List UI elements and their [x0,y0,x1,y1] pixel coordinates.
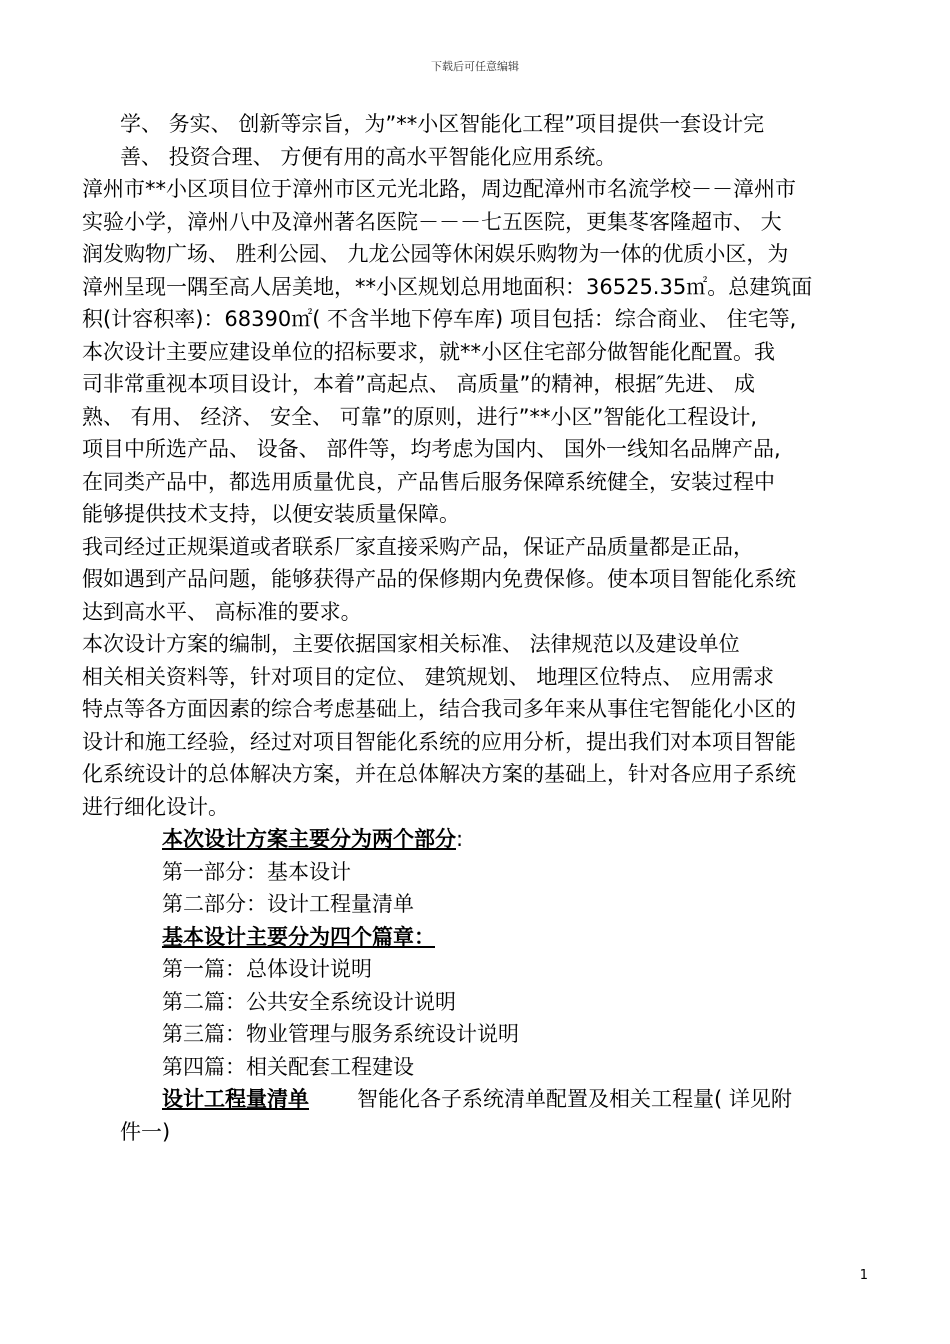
outline-item: 第四篇：相关配套工程建设 [162,1054,414,1079]
text-line: 润发购物广场、 胜利公园、 九龙公园等休闲娱乐购物为一体的优质小区，为 [82,242,789,266]
text-line: 项目中所选产品、 设备、 部件等，均考虑为国内、 国外一线知名品牌产品, [82,437,781,461]
outline-item: 件一) [120,1119,171,1144]
outline-heading-parts [82,823,872,856]
text-line: 本次设计方案的编制，主要依据国家相关标准、 法律规范以及建设单位 [82,632,740,656]
text-line: 漳州呈现一隅至高人居美地，**小区规划总用地面积：36525.35㎡。总建筑面 [82,274,813,299]
page-header: 下载后可任意编辑 [431,60,519,73]
text-line: 漳州市**小区项目位于漳州市区元光北路，周边配漳州市名流学校－－漳州市 [82,177,796,201]
heading-list-text: 设计工程量清单 [162,1087,309,1111]
text-line: 善、 投资合理、 方便有用的高水平智能化应用系统。 [120,144,617,169]
text-line: 熟、 有用、 经济、 安全、 可靠”的原则，进行”**小区”智能化工程设计, [82,404,758,429]
outline-item: 第一部分：基本设计 [162,859,351,884]
text-line: 本次设计主要应建设单位的招标要求，就**小区住宅部分做智能化配置。我 [82,339,775,364]
outline-heading-chapters [82,921,872,954]
outline-heading-list [82,1083,872,1116]
text-line: 进行细化设计。 [82,794,229,819]
outline-item: 第二部分：设计工程量清单 [162,892,414,916]
text-line: 能够提供技术支持，以便安装质量保障。 [82,502,460,526]
outline-item: 第二篇：公共安全系统设计说明 [162,989,456,1014]
heading-parts-colon: : [456,827,464,851]
text-line: 我司经过正规渠道或者联系厂家直接采购产品，保证产品质量都是正品， [82,534,754,559]
heading-parts-text: 本次设计方案主要分为两个部分 [162,827,456,851]
text-line: 积(计容积率)：68390㎡( 不含半地下停车库) 项目包括：综合商业、 住宅等, [82,307,797,331]
text-line: 化系统设计的总体解决方案，并在总体解决方案的基础上，针对各应用子系统 [82,762,796,786]
text-line: 学、 务实、 创新等宗旨，为”**小区智能化工程”项目提供一套设计完 [120,112,765,136]
text-line: 特点等各方面因素的综合考虑基础上，结合我司多年来从事住宅智能化小区的 [82,697,796,721]
heading-chapters-text: 基本设计主要分为四个篇章： [162,924,435,949]
text-line: 达到高水平、 高标准的要求。 [82,599,362,624]
text-line: 在同类产品中，都选用质量优良，产品售后服务保障系统健全，安装过程中 [82,469,775,494]
page-number: 1 [859,1268,868,1283]
text-line: 相关相关资料等，针对项目的定位、 建筑规划、 地理区位特点、 应用需求 [82,664,775,689]
outline-item: 第三篇：物业管理与服务系统设计说明 [162,1022,519,1046]
heading-list-desc: 智能化各子系统清单配置及相关工程量( 详见附 [357,1087,792,1111]
body-text [82,108,872,1148]
text-line: 设计和施工经验，经过对项目智能化系统的应用分析，提出我们对本项目智能 [82,729,796,754]
text-line: 司非常重视本项目设计，本着”高起点、 高质量”的精神，根据″先进、 成 [82,372,755,396]
outline-item: 第一篇：总体设计说明 [162,957,372,981]
text-line: 实验小学，漳州八中及漳州著名医院－－－七五医院，更集苳客隆超市、 大 [82,209,782,234]
text-line: 假如遇到产品问题，能够获得产品的保修期内免费保修。使本项目智能化系统 [82,567,796,591]
